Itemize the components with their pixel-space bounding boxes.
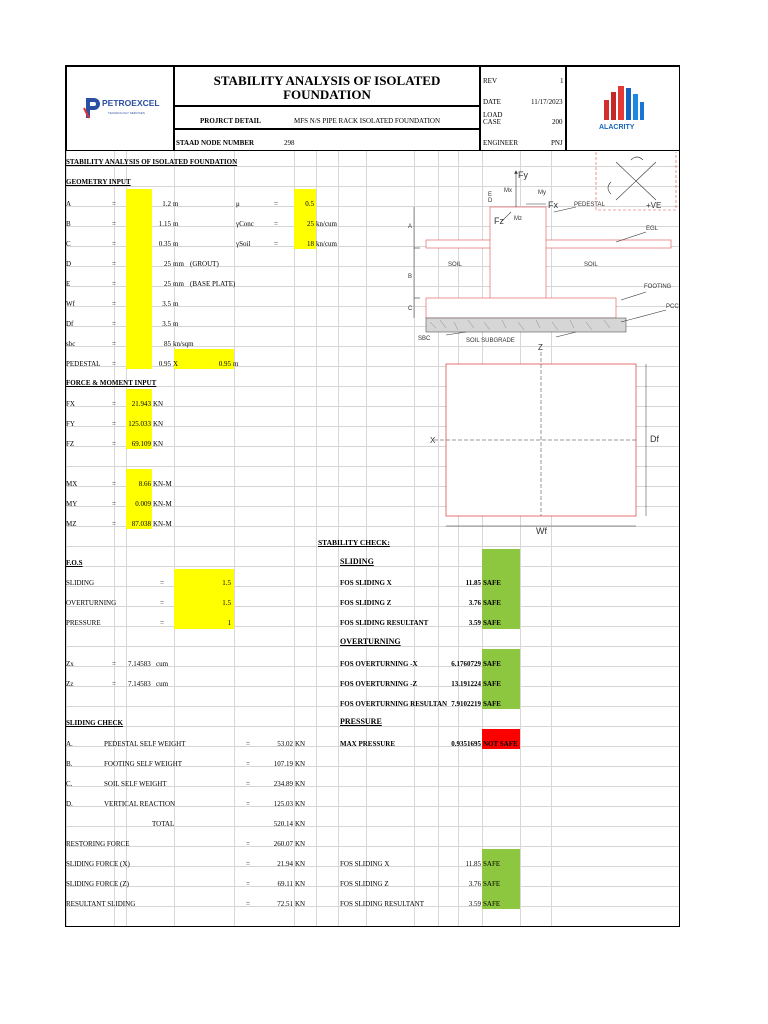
project-detail-value: MFS N/S PIPE RACK ISOLATED FOUNDATION bbox=[294, 117, 441, 125]
geo-unit: m bbox=[173, 300, 179, 308]
fos-sliding-res-status: SAFE bbox=[483, 619, 501, 627]
fos-ot-res-value: 7.9102219 bbox=[451, 700, 481, 708]
force-eq: = bbox=[112, 420, 116, 428]
sc-unit: KN bbox=[295, 780, 306, 788]
svg-text:PEDESTAL: PEDESTAL bbox=[574, 202, 605, 208]
geo-value-wf: 3.5 bbox=[162, 300, 171, 308]
sc-eq: = bbox=[246, 860, 250, 868]
max-pressure-status: NOT SAFE bbox=[483, 740, 518, 748]
footing-self-weight-label: FOOTING SELF WEIGHT bbox=[104, 760, 183, 768]
sliding-force-z-label: SLIDING FORCE (Z) bbox=[66, 880, 129, 888]
geo-eq: = bbox=[112, 340, 116, 348]
force-unit: KN bbox=[153, 440, 164, 448]
force-eq: = bbox=[112, 440, 116, 448]
fos-ot-res-label: FOS OVERTURNING RESULTAN bbox=[340, 700, 448, 708]
sc-fos-z-label: FOS SLIDING Z bbox=[340, 880, 389, 888]
pedestal-self-weight-label: PEDESTAL SELF WEIGHT bbox=[104, 740, 186, 748]
geo-label-wf: Wf bbox=[66, 300, 75, 308]
sc-unit: KN bbox=[295, 840, 306, 848]
svg-text:Mz: Mz bbox=[514, 216, 522, 222]
svg-text:FOOTING: FOOTING bbox=[644, 284, 672, 290]
sc-eq: = bbox=[246, 840, 250, 848]
fos-value-overturning: 1.5 bbox=[222, 599, 231, 607]
side-value-gconc: 25 bbox=[307, 220, 314, 228]
petroexcel-tagline: TECHNOLOGY SERVICES bbox=[108, 111, 145, 115]
fos-sliding-res-label: FOS SLIDING RESULTANT bbox=[340, 619, 429, 627]
force-value-mz: 87.038 bbox=[131, 520, 151, 528]
fos-value-sliding: 1.5 bbox=[222, 579, 231, 587]
sc-eq: = bbox=[246, 740, 250, 748]
sc-unit: KN bbox=[295, 900, 306, 908]
svg-text:Df: Df bbox=[650, 434, 659, 444]
fos-ot-z-label: FOS OVERTURNING -Z bbox=[340, 680, 418, 688]
sc-label: A. bbox=[66, 740, 73, 748]
geo-eq: = bbox=[112, 300, 116, 308]
load-case-label-2: CASE bbox=[483, 118, 501, 126]
svg-text:Z: Z bbox=[538, 343, 543, 352]
sc-fos-res-label: FOS SLIDING RESULTANT bbox=[340, 900, 424, 908]
svg-text:EGL: EGL bbox=[646, 226, 659, 232]
footing-self-weight-value: 107.19 bbox=[273, 760, 293, 768]
zz-eq: = bbox=[112, 680, 116, 688]
fos-sliding-res-value: 3.59 bbox=[468, 619, 481, 627]
svg-text:A: A bbox=[408, 224, 413, 230]
force-unit: KN-M bbox=[153, 500, 172, 508]
fos-sliding-x-label: FOS SLIDING X bbox=[340, 579, 392, 587]
fos-sliding-z-label: FOS SLIDING Z bbox=[340, 599, 392, 607]
force-label-my: MY bbox=[66, 500, 78, 508]
svg-text:PCC: PCC bbox=[666, 304, 679, 310]
sc-unit: KN bbox=[295, 800, 306, 808]
rev-label: REV bbox=[483, 77, 497, 85]
force-value-mx: 8.66 bbox=[138, 480, 151, 488]
svg-text:C: C bbox=[408, 306, 413, 312]
sliding-force-x-label: SLIDING FORCE (X) bbox=[66, 860, 130, 868]
fos-eq: = bbox=[160, 619, 164, 627]
sc-unit: KN bbox=[295, 760, 306, 768]
geo-unit: mm bbox=[173, 260, 184, 268]
resultant-sliding-value: 72.51 bbox=[277, 900, 293, 908]
geo-label-b: B bbox=[66, 220, 71, 228]
max-pressure-value: 0.9351695 bbox=[451, 740, 481, 748]
vertical-reaction-label: VERTICAL REACTION bbox=[104, 800, 176, 808]
zx-value: 7.14583 bbox=[128, 660, 151, 668]
sliding-force-x-value: 21.94 bbox=[277, 860, 293, 868]
side-label-mu: μ bbox=[236, 200, 240, 208]
side-label-gsoil: γSoil bbox=[236, 240, 251, 248]
sc-label: B. bbox=[66, 760, 73, 768]
force-label-fz: FZ bbox=[66, 440, 75, 448]
force-eq: = bbox=[112, 400, 116, 408]
zz-label: Zz bbox=[66, 680, 74, 688]
fos-value-pressure: 1 bbox=[227, 619, 231, 627]
geo-eq: = bbox=[112, 280, 116, 288]
geo-label-a: A bbox=[66, 200, 72, 208]
force-label-mx: MX bbox=[66, 480, 78, 488]
force-eq: = bbox=[112, 520, 116, 528]
fos-heading: F.O.S bbox=[66, 559, 83, 567]
resultant-sliding-label: RESULTANT SLIDING bbox=[66, 900, 136, 908]
svg-text:Fz: Fz bbox=[494, 216, 504, 226]
geo-label-df: Df bbox=[66, 320, 74, 328]
sc-eq: = bbox=[246, 760, 250, 768]
geo-value-pedestal-2: 0.95 bbox=[218, 360, 231, 368]
fos-sliding-x-status: SAFE bbox=[483, 579, 501, 587]
total-label: TOTAL bbox=[152, 820, 175, 828]
engineer-value: PNJ bbox=[551, 139, 563, 147]
geo-eq: = bbox=[112, 320, 116, 328]
force-unit: KN-M bbox=[153, 520, 172, 528]
geo-unit: m bbox=[173, 220, 179, 228]
sign-convention bbox=[596, 152, 676, 210]
force-unit: KN-M bbox=[153, 480, 172, 488]
geo-unit: kn/cum bbox=[316, 240, 337, 248]
side-label-gconc: γConc bbox=[236, 220, 254, 228]
petroexcel-name: PETROEXCEL bbox=[102, 98, 160, 108]
fos-sliding-z-status: SAFE bbox=[483, 599, 501, 607]
zz-value: 7.14583 bbox=[128, 680, 151, 688]
sc-unit: KN bbox=[295, 740, 306, 748]
fos-ot-res-status: SAFE bbox=[483, 700, 501, 708]
svg-text:+VE: +VE bbox=[646, 201, 662, 210]
svg-text:Fx: Fx bbox=[548, 200, 558, 210]
fos-sliding-z-value: 3.76 bbox=[468, 599, 481, 607]
overturning-heading: OVERTURNING bbox=[340, 637, 401, 646]
svg-text:Mx: Mx bbox=[504, 188, 512, 194]
geo-eq: = bbox=[112, 360, 116, 368]
geo-eq: = bbox=[274, 240, 278, 248]
sc-eq: = bbox=[246, 880, 250, 888]
geo-eq: = bbox=[112, 200, 116, 208]
sc-fos-z-value: 3.76 bbox=[468, 880, 481, 888]
date-label: DATE bbox=[483, 98, 501, 106]
sc-unit: KN bbox=[295, 820, 306, 828]
force-unit: KN bbox=[153, 420, 164, 428]
geo-unit: m bbox=[173, 200, 179, 208]
geo-eq: = bbox=[274, 200, 278, 208]
alacrity-logo bbox=[601, 78, 651, 129]
geo-note-baseplate: (BASE PLATE) bbox=[190, 280, 236, 288]
pedestal-self-weight-value: 53.02 bbox=[277, 740, 293, 748]
load-case-label-1: LOAD bbox=[483, 111, 503, 119]
sc-label: D. bbox=[66, 800, 73, 808]
fos-label-overturning: OVERTURNING bbox=[66, 599, 117, 607]
svg-text:SOIL SUBGRADE: SOIL SUBGRADE bbox=[466, 338, 515, 344]
fos-label-sliding: SLIDING bbox=[66, 579, 94, 587]
svg-text:X: X bbox=[430, 436, 436, 445]
document-title: STABILITY ANALYSIS OF ISOLATED FOUNDATION bbox=[213, 73, 441, 102]
geo-value-sbc: 85 bbox=[164, 340, 171, 348]
force-unit: KN bbox=[153, 400, 164, 408]
geo-unit: X bbox=[173, 360, 179, 368]
zz-unit: cum bbox=[156, 680, 169, 688]
max-pressure-label: MAX PRESSURE bbox=[340, 740, 396, 748]
sc-fos-x-label: FOS SLIDING X bbox=[340, 860, 390, 868]
stability-check-heading: STABILITY CHECK: bbox=[318, 538, 390, 547]
force-value-fz: 69.109 bbox=[131, 440, 151, 448]
zx-eq: = bbox=[112, 660, 116, 668]
section-elevation bbox=[414, 172, 671, 337]
foundation-diagram bbox=[406, 152, 680, 552]
sc-eq: = bbox=[246, 780, 250, 788]
fos-ot-z-value: 13.191224 bbox=[451, 680, 481, 688]
force-value-fy: 125.033 bbox=[128, 420, 151, 428]
geo-unit: m bbox=[173, 240, 179, 248]
geo-value-b: 1.15 bbox=[158, 220, 171, 228]
geo-unit: m bbox=[233, 360, 239, 368]
alacrity-name: ALACRITY bbox=[599, 124, 635, 131]
svg-text:E: E bbox=[488, 192, 493, 198]
force-label-fy: FY bbox=[66, 420, 75, 428]
geo-label-pedestal: PEDESTAL bbox=[66, 360, 101, 368]
svg-text:SOIL: SOIL bbox=[448, 262, 462, 268]
staad-node-label: STAAD NODE NUMBER bbox=[176, 139, 255, 147]
force-heading: FORCE & MOMENT INPUT bbox=[66, 379, 157, 387]
geo-value-df: 3.5 bbox=[162, 320, 171, 328]
vertical-reaction-value: 125.03 bbox=[273, 800, 293, 808]
sc-fos-res-status: SAFE bbox=[483, 900, 501, 908]
geo-label-e: E bbox=[66, 280, 71, 288]
svg-text:SBC: SBC bbox=[418, 336, 431, 342]
petroexcel-logo bbox=[82, 96, 160, 125]
force-label-fx: FX bbox=[66, 400, 75, 408]
project-detail-label: PROJRCT DETAIL bbox=[200, 117, 262, 125]
geo-value-d: 25 bbox=[164, 260, 171, 268]
force-eq: = bbox=[112, 500, 116, 508]
sc-fos-z-status: SAFE bbox=[483, 880, 501, 888]
force-label-mz: MZ bbox=[66, 520, 77, 528]
geo-eq: = bbox=[274, 220, 278, 228]
soil-self-weight-value: 234.89 bbox=[273, 780, 293, 788]
geo-value-c: 0.35 bbox=[158, 240, 171, 248]
geo-unit: kn/sqm bbox=[173, 340, 194, 348]
fos-ot-x-label: FOS OVERTURNING -X bbox=[340, 660, 418, 668]
svg-text:Wf: Wf bbox=[536, 526, 547, 536]
staad-node-value: 298 bbox=[284, 139, 295, 147]
fos-label-pressure: PRESSURE bbox=[66, 619, 101, 627]
total-value: 520.14 bbox=[273, 820, 293, 828]
geo-label-c: C bbox=[66, 240, 71, 248]
svg-text:Fy: Fy bbox=[518, 170, 528, 180]
geo-eq: = bbox=[112, 240, 116, 248]
calculation-sheet bbox=[65, 65, 680, 927]
section-title: STABILITY ANALYSIS OF ISOLATED FOUNDATION bbox=[66, 158, 238, 166]
zx-label: Zx bbox=[66, 660, 74, 668]
sc-fos-res-value: 3.59 bbox=[468, 900, 481, 908]
geo-label-sbc: sbc bbox=[66, 340, 76, 348]
side-value-gsoil: 18 bbox=[307, 240, 314, 248]
restoring-force-value: 260.07 bbox=[273, 840, 293, 848]
load-case-value: 200 bbox=[552, 118, 563, 126]
sc-eq: = bbox=[246, 800, 250, 808]
sc-unit: KN bbox=[295, 860, 306, 868]
sliding-check-heading: SLIDING CHECK bbox=[66, 719, 123, 727]
geometry-heading: GEOMETRY INPUT bbox=[66, 178, 131, 186]
geo-value-e: 25 bbox=[164, 280, 171, 288]
fos-ot-z-status: SAFE bbox=[483, 680, 501, 688]
geo-unit: kn/cum bbox=[316, 220, 337, 228]
zx-unit: cum bbox=[156, 660, 169, 668]
side-value-mu: 0.5 bbox=[305, 200, 314, 208]
restoring-force-label: RESTORING FORCE bbox=[66, 840, 130, 848]
sc-fos-x-status: SAFE bbox=[483, 860, 501, 868]
svg-text:My: My bbox=[538, 190, 546, 196]
pressure-heading: PRESSURE bbox=[340, 717, 382, 726]
geo-value-a: 1.2 bbox=[162, 200, 171, 208]
geo-value-pedestal: 0.95 bbox=[158, 360, 171, 368]
geo-eq: = bbox=[112, 220, 116, 228]
svg-text:SOIL: SOIL bbox=[584, 262, 598, 268]
sc-eq: = bbox=[246, 900, 250, 908]
geo-unit: mm bbox=[173, 280, 184, 288]
sliding-heading: SLIDING bbox=[340, 557, 374, 566]
geo-label-d: D bbox=[66, 260, 72, 268]
rev-value: 1 bbox=[560, 77, 564, 85]
fos-eq: = bbox=[160, 579, 164, 587]
sc-unit: KN bbox=[295, 880, 306, 888]
force-value-my: 0.009 bbox=[135, 500, 151, 508]
force-eq: = bbox=[112, 480, 116, 488]
svg-text:B: B bbox=[408, 274, 413, 280]
fos-ot-x-status: SAFE bbox=[483, 660, 501, 668]
sliding-safe-fill bbox=[482, 549, 520, 629]
sc-fos-x-value: 11.85 bbox=[465, 860, 481, 868]
soil-self-weight-label: SOIL SELF WEIGHT bbox=[104, 780, 167, 788]
fos-ot-x-value: 6.1760729 bbox=[451, 660, 481, 668]
plan-view bbox=[430, 343, 659, 536]
geo-note-grout: (GROUT) bbox=[190, 260, 219, 268]
date-value: 11/17/2023 bbox=[531, 98, 563, 106]
geo-eq: = bbox=[112, 260, 116, 268]
sc-label: C. bbox=[66, 780, 73, 788]
svg-text:D: D bbox=[488, 198, 493, 204]
fos-eq: = bbox=[160, 599, 164, 607]
force-value-fx: 21.943 bbox=[131, 400, 151, 408]
sliding-force-z-value: 69.11 bbox=[277, 880, 293, 888]
geo-unit: m bbox=[173, 320, 179, 328]
engineer-label: ENGINEER bbox=[483, 139, 518, 147]
fos-sliding-x-value: 11.85 bbox=[465, 579, 481, 587]
